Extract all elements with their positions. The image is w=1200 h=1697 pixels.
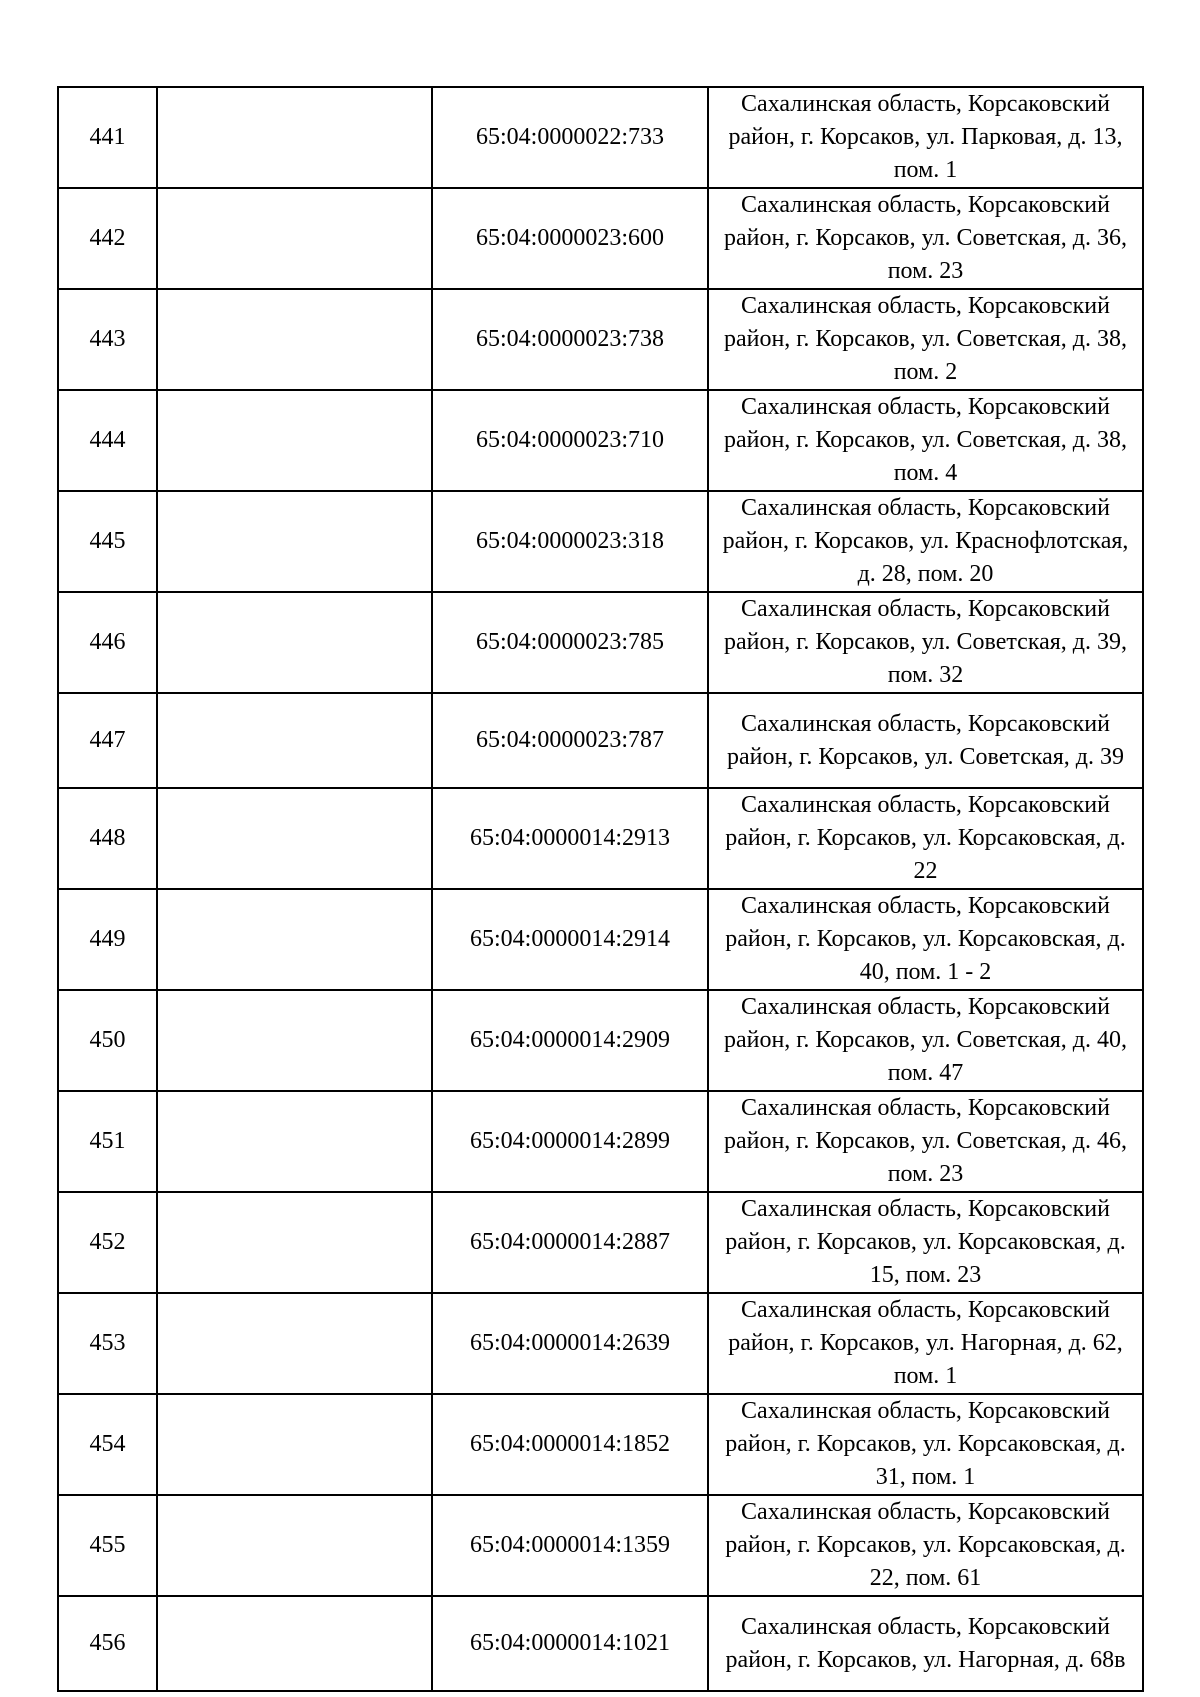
table-row [58, 990, 1143, 1091]
object-name-cell [157, 491, 432, 592]
object-name-cell [157, 1293, 432, 1394]
address-cell: Сахалинская область, Корсаковский район, г. Корсаков, ул. Советская, д. 40, пом. 47 [708, 990, 1143, 1091]
cadastral-number-cell: 65:04:0000014:2899 [432, 1091, 708, 1192]
row-number-cell: 456 [58, 1596, 157, 1691]
row-number-cell: 451 [58, 1091, 157, 1192]
table-body [58, 87, 1143, 1691]
table-row [58, 1091, 1143, 1192]
address-cell: Сахалинская область, Корсаковский район, г. Корсаков, ул. Советская, д. 38, пом. 2 [708, 289, 1143, 390]
cadastral-number-cell: 65:04:0000014:2639 [432, 1293, 708, 1394]
row-number-cell: 450 [58, 990, 157, 1091]
address-cell: Сахалинская область, Корсаковский район, г. Корсаков, ул. Корсаковская, д. 40, пом. 1 - 2 [708, 889, 1143, 990]
address-cell: Сахалинская область, Корсаковский район, г. Корсаков, ул. Советская, д. 46, пом. 23 [708, 1091, 1143, 1192]
cadastral-number-cell: 65:04:0000014:1359 [432, 1495, 708, 1596]
object-name-cell [157, 1596, 432, 1691]
cadastral-number-cell: 65:04:0000023:787 [432, 693, 708, 788]
address-cell: Сахалинская область, Корсаковский район, г. Корсаков, ул. Советская, д. 36, пом. 23 [708, 188, 1143, 289]
table-row [58, 1495, 1143, 1596]
address-cell: Сахалинская область, Корсаковский район, г. Корсаков, ул. Корсаковская, д. 22 [708, 788, 1143, 889]
cadastral-number-cell: 65:04:0000014:2909 [432, 990, 708, 1091]
object-name-cell [157, 87, 432, 188]
cadastral-number-cell: 65:04:0000023:710 [432, 390, 708, 491]
table-row [58, 188, 1143, 289]
row-number-cell: 442 [58, 188, 157, 289]
cadastral-number-cell: 65:04:0000014:1852 [432, 1394, 708, 1495]
object-name-cell [157, 788, 432, 889]
address-cell: Сахалинская область, Корсаковский район, г. Корсаков, ул. Краснофлотская, д. 28, пом. 20 [708, 491, 1143, 592]
row-number-cell: 454 [58, 1394, 157, 1495]
address-cell: Сахалинская область, Корсаковский район, г. Корсаков, ул. Нагорная, д. 68в [708, 1596, 1143, 1691]
address-cell: Сахалинская область, Корсаковский район, г. Корсаков, ул. Советская, д. 38, пом. 4 [708, 390, 1143, 491]
object-name-cell [157, 1091, 432, 1192]
table-row [58, 1394, 1143, 1495]
row-number-cell: 452 [58, 1192, 157, 1293]
table-row [58, 289, 1143, 390]
object-name-cell [157, 188, 432, 289]
row-number-cell: 449 [58, 889, 157, 990]
row-number-cell: 444 [58, 390, 157, 491]
row-number-cell: 453 [58, 1293, 157, 1394]
cadastral-number-cell: 65:04:0000014:2887 [432, 1192, 708, 1293]
table-row [58, 491, 1143, 592]
cadastral-number-cell: 65:04:0000023:318 [432, 491, 708, 592]
table-row [58, 592, 1143, 693]
cadastral-number-cell: 65:04:0000022:733 [432, 87, 708, 188]
cadastral-number-cell: 65:04:0000014:2914 [432, 889, 708, 990]
address-cell: Сахалинская область, Корсаковский район, г. Корсаков, ул. Советская, д. 39, пом. 32 [708, 592, 1143, 693]
object-name-cell [157, 1394, 432, 1495]
cadastral-number-cell: 65:04:0000023:785 [432, 592, 708, 693]
address-cell: Сахалинская область, Корсаковский район, г. Корсаков, ул. Нагорная, д. 62, пом. 1 [708, 1293, 1143, 1394]
object-name-cell [157, 990, 432, 1091]
object-name-cell [157, 289, 432, 390]
table-row [58, 693, 1143, 788]
address-cell: Сахалинская область, Корсаковский район, г. Корсаков, ул. Корсаковская, д. 22, пом. 61 [708, 1495, 1143, 1596]
row-number-cell: 441 [58, 87, 157, 188]
object-name-cell [157, 390, 432, 491]
object-name-cell [157, 693, 432, 788]
row-number-cell: 455 [58, 1495, 157, 1596]
row-number-cell: 447 [58, 693, 157, 788]
table-row [58, 889, 1143, 990]
cadastral-number-cell: 65:04:0000023:600 [432, 188, 708, 289]
table-row [58, 87, 1143, 188]
address-cell: Сахалинская область, Корсаковский район, г. Корсаков, ул. Парковая, д. 13, пом. 1 [708, 87, 1143, 188]
table-row [58, 1192, 1143, 1293]
address-cell: Сахалинская область, Корсаковский район, г. Корсаков, ул. Корсаковская, д. 15, пом. 23 [708, 1192, 1143, 1293]
table-row [58, 390, 1143, 491]
object-name-cell [157, 1192, 432, 1293]
table-row [58, 1293, 1143, 1394]
cadastral-number-cell: 65:04:0000014:2913 [432, 788, 708, 889]
row-number-cell: 445 [58, 491, 157, 592]
property-table [57, 86, 1144, 1692]
row-number-cell: 446 [58, 592, 157, 693]
object-name-cell [157, 592, 432, 693]
object-name-cell [157, 1495, 432, 1596]
object-name-cell [157, 889, 432, 990]
address-cell: Сахалинская область, Корсаковский район, г. Корсаков, ул. Корсаковская, д. 31, пом. 1 [708, 1394, 1143, 1495]
row-number-cell: 448 [58, 788, 157, 889]
row-number-cell: 443 [58, 289, 157, 390]
cadastral-number-cell: 65:04:0000023:738 [432, 289, 708, 390]
table-row [58, 1596, 1143, 1691]
cadastral-number-cell: 65:04:0000014:1021 [432, 1596, 708, 1691]
address-cell: Сахалинская область, Корсаковский район, г. Корсаков, ул. Советская, д. 39 [708, 693, 1143, 788]
table-row [58, 788, 1143, 889]
